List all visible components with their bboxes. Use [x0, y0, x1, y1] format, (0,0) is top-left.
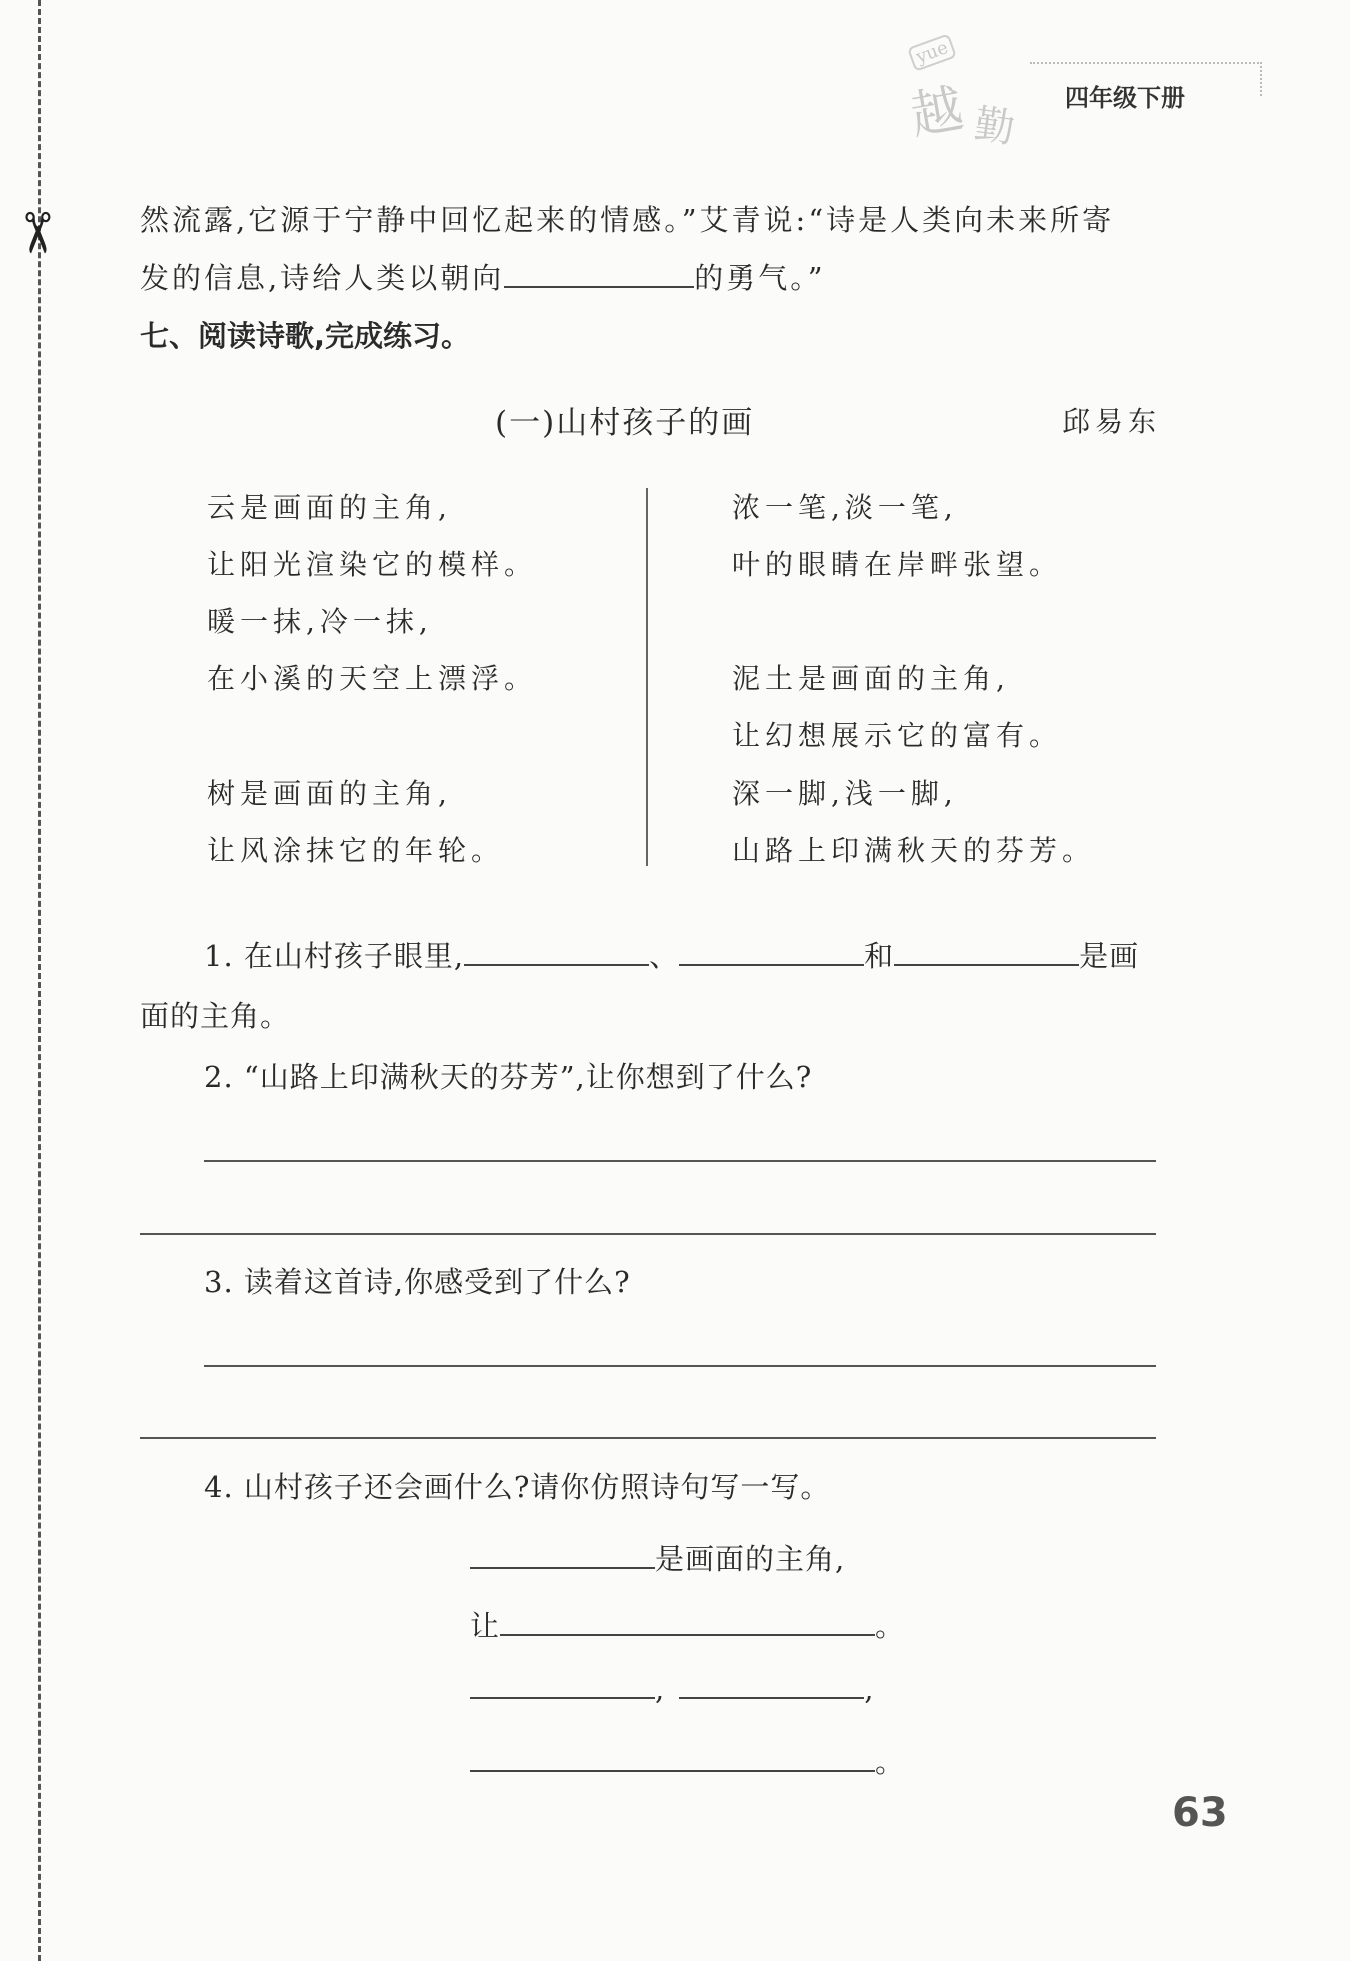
question-2: 2. “山路上印满秋天的芬芳”,让你想到了什么? — [204, 1060, 813, 1094]
answer-line[interactable] — [204, 1365, 1156, 1367]
poem-line: 暖一抹,冷一抹, — [207, 605, 433, 638]
question-text: 是画 — [1079, 939, 1140, 973]
question-4: 4. 山村孩子还会画什么?请你仿照诗句写一写。 — [204, 1470, 831, 1504]
page-number: 63 — [1172, 1790, 1228, 1836]
question-1 — [204, 934, 1139, 975]
question-3: 3. 读着这首诗,你感受到了什么? — [204, 1265, 631, 1299]
question-text: , — [864, 1672, 875, 1706]
fill-blank[interactable] — [470, 1748, 875, 1772]
fill-blank[interactable] — [464, 942, 649, 966]
fill-blank[interactable] — [679, 942, 864, 966]
publisher-stamp — [850, 37, 1050, 153]
intro-line-2 — [140, 256, 826, 297]
imitation-line-3 — [470, 1672, 874, 1706]
poem-line: 深一脚,浅一脚, — [732, 777, 958, 810]
imitation-line-4 — [470, 1740, 905, 1781]
poem-line: 山路上印满秋天的芬芳。 — [732, 834, 1096, 867]
answer-line[interactable] — [140, 1437, 1156, 1439]
question-text: 、 — [649, 939, 680, 973]
question-text: 。 — [875, 1745, 906, 1779]
imitation-line-2 — [470, 1604, 905, 1645]
section-heading: 七、阅读诗歌,完成练习。 — [140, 319, 471, 353]
stamp-char: 勤 — [971, 101, 1018, 153]
stamp-text: yue — [907, 33, 957, 72]
column-divider — [646, 488, 648, 866]
fill-blank[interactable] — [679, 1675, 864, 1699]
fill-blank[interactable] — [470, 1545, 655, 1569]
poem-line: 在小溪的天空上漂浮。 — [207, 662, 538, 695]
poem-line: 让幻想展示它的富有。 — [732, 719, 1063, 752]
question-text: , — [655, 1672, 666, 1706]
intro-text: 的勇气。” — [694, 261, 826, 295]
poem-line: 浓一笔,淡一笔, — [732, 491, 958, 524]
answer-line[interactable] — [140, 1233, 1156, 1235]
question-text: 让 — [470, 1609, 501, 1643]
poem-line: 树是画面的主角, — [207, 777, 452, 810]
imitation-line-1 — [470, 1537, 845, 1578]
intro-text: 发的信息,诗给人类以朝向 — [140, 261, 505, 295]
question-1-cont: 面的主角。 — [140, 999, 291, 1033]
fill-blank[interactable] — [470, 1675, 655, 1699]
question-text: 1. 在山村孩子眼里, — [204, 939, 465, 973]
grade-label: 四年级下册 — [1065, 84, 1185, 112]
fill-blank[interactable] — [894, 942, 1079, 966]
question-text: 和 — [864, 939, 895, 973]
cut-line — [38, 0, 41, 1961]
poem-line: 让阳光渲染它的模样。 — [207, 548, 538, 581]
answer-line[interactable] — [204, 1160, 1156, 1162]
poem-author: 邱易东 — [1062, 405, 1162, 438]
stamp-char: 越 — [906, 78, 968, 147]
scissors-icon: ✂ — [3, 209, 69, 257]
poem-line: 泥土是画面的主角, — [732, 662, 1010, 695]
intro-line-1: 然流露,它源于宁静中回忆起来的情感。”艾青说:“诗是人类向未来所寄 — [140, 203, 1115, 237]
poem-line: 云是画面的主角, — [207, 491, 452, 524]
question-text: 。 — [875, 1609, 906, 1643]
poem-line: 叶的眼睛在岸畔张望。 — [732, 548, 1063, 581]
fill-blank[interactable] — [504, 264, 694, 288]
poem-title: (一)山村孩子的画 — [495, 405, 755, 441]
question-text: 是画面的主角, — [655, 1542, 846, 1576]
poem-line: 让风涂抹它的年轮。 — [207, 834, 505, 867]
fill-blank[interactable] — [500, 1612, 875, 1636]
